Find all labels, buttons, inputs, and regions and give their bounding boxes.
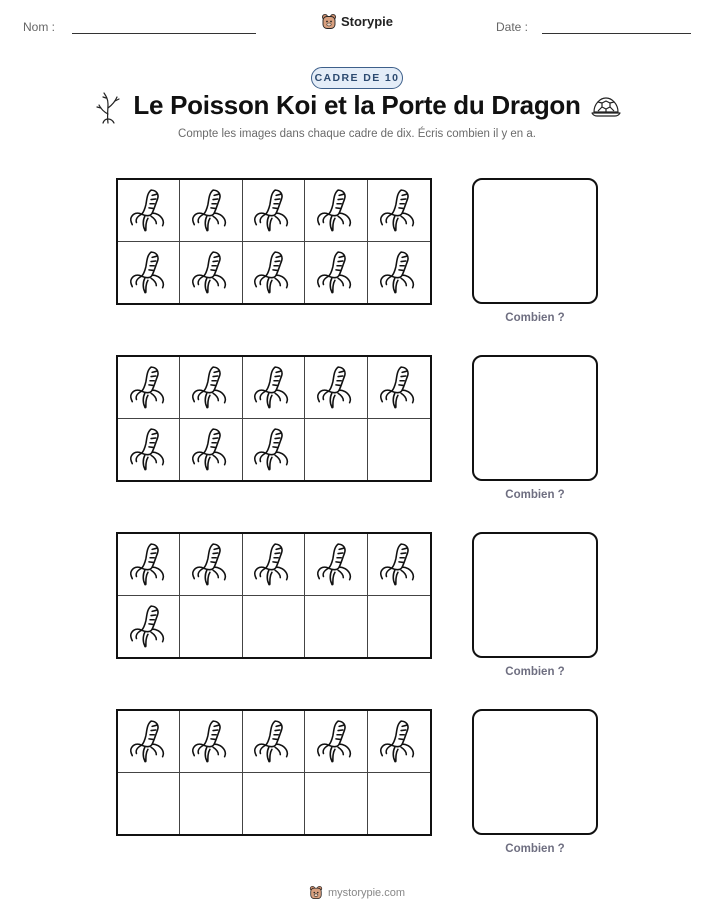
- ten-frame-cell: [180, 596, 242, 658]
- ten-frame-cell: [118, 242, 180, 304]
- ten-frame: [116, 178, 432, 305]
- footer: [0, 885, 714, 900]
- ten-frame-cell: [243, 596, 305, 658]
- answer-box[interactable]: [472, 532, 598, 658]
- ten-frame-cell: [305, 242, 367, 304]
- dragon-claw-icon: [190, 426, 232, 472]
- dragon-claw-icon: [128, 426, 170, 472]
- date-line[interactable]: [542, 33, 691, 34]
- dragon-claw-icon: [252, 541, 294, 587]
- name-line[interactable]: [72, 33, 256, 34]
- ten-frame-cell: [368, 357, 430, 419]
- worksheet-title: Le Poisson Koi et la Porte du Dragon: [133, 90, 581, 120]
- ten-frame-cell: [305, 357, 367, 419]
- ten-frame-cell: [243, 419, 305, 481]
- storypie-logo-icon: [309, 885, 323, 900]
- ten-frame-cell: [118, 773, 180, 835]
- ten-frame-cell: [243, 180, 305, 242]
- answer-box[interactable]: [472, 709, 598, 835]
- answer-box[interactable]: [472, 355, 598, 481]
- answer-label: Combien ?: [505, 489, 565, 501]
- ten-frame-cell: [180, 773, 242, 835]
- ten-frame-cell: [243, 773, 305, 835]
- ten-frame-cell: [368, 773, 430, 835]
- dragon-claw-icon: [315, 249, 357, 295]
- ten-frame-cell: [118, 596, 180, 658]
- dragon-claw-icon: [252, 426, 294, 472]
- ten-frame-cell: [243, 357, 305, 419]
- ten-frame-cell: [180, 242, 242, 304]
- ten-frame-cell: [368, 419, 430, 481]
- answer-label: Combien ?: [505, 666, 565, 678]
- ten-frame: [116, 532, 432, 659]
- answer-label: Combien ?: [505, 312, 565, 324]
- dragon-claw-icon: [378, 364, 420, 410]
- ten-frame-cell: [305, 419, 367, 481]
- dragon-claw-icon: [252, 718, 294, 764]
- ten-frame-cell: [180, 357, 242, 419]
- turtle-shell-icon: [591, 95, 621, 119]
- date-label: Date :: [496, 20, 529, 34]
- dragon-claw-icon: [128, 187, 170, 233]
- ten-frame-cell: [368, 180, 430, 242]
- storypie-logo-icon: [321, 13, 337, 30]
- ten-frame-cell: [118, 357, 180, 419]
- ten-frame-cell: [118, 711, 180, 773]
- ten-frame-cell: [368, 534, 430, 596]
- ten-frame-cell: [305, 596, 367, 658]
- answer-label: Combien ?: [505, 843, 565, 855]
- ten-frame: [116, 709, 432, 836]
- ten-frame-cell: [118, 534, 180, 596]
- dragon-claw-icon: [378, 187, 420, 233]
- dragon-claw-icon: [315, 541, 357, 587]
- dragon-claw-icon: [128, 249, 170, 295]
- dragon-claw-icon: [252, 187, 294, 233]
- ten-frame-cell: [368, 242, 430, 304]
- dragon-claw-icon: [378, 541, 420, 587]
- answer-box[interactable]: [472, 178, 598, 304]
- ten-frame-cell: [305, 773, 367, 835]
- name-label: Nom :: [23, 20, 56, 34]
- ten-frame-cell: [368, 711, 430, 773]
- dragon-claw-icon: [315, 718, 357, 764]
- dragon-claw-icon: [190, 249, 232, 295]
- ten-frame-cell: [305, 534, 367, 596]
- ten-frame-cell: [180, 180, 242, 242]
- ten-frame-cell: [180, 534, 242, 596]
- ten-frame-cell: [243, 242, 305, 304]
- dragon-claw-icon: [128, 603, 170, 649]
- dragon-claw-icon: [190, 187, 232, 233]
- dragon-claw-icon: [128, 364, 170, 410]
- ten-frame-cell: [118, 180, 180, 242]
- ten-frame-cell: [243, 711, 305, 773]
- footer-url[interactable]: mystorypie.com: [327, 886, 406, 899]
- dragon-claw-icon: [128, 718, 170, 764]
- worksheet-instructions: Compte les images dans chaque cadre de dix. Écris combien il y en a.: [178, 128, 536, 140]
- ten-frame-cell: [180, 419, 242, 481]
- ten-frame: [116, 355, 432, 482]
- brand-name: Storypie: [340, 14, 393, 29]
- dragon-claw-icon: [190, 364, 232, 410]
- dragon-claw-icon: [252, 364, 294, 410]
- ten-frame-cell: [368, 596, 430, 658]
- worksheet-type-badge: CADRE DE 10: [311, 67, 403, 89]
- ten-frame-cell: [180, 711, 242, 773]
- dragon-claw-icon: [378, 249, 420, 295]
- ten-frame-cell: [243, 534, 305, 596]
- dragon-claw-icon: [190, 541, 232, 587]
- dragon-claw-icon: [128, 541, 170, 587]
- ten-frame-cell: [118, 419, 180, 481]
- ten-frame-cell: [305, 711, 367, 773]
- dragon-claw-icon: [378, 718, 420, 764]
- dragon-claw-icon: [252, 249, 294, 295]
- brand: [0, 13, 714, 30]
- dragon-claw-icon: [315, 364, 357, 410]
- dragon-claw-icon: [190, 718, 232, 764]
- dragon-claw-icon: [315, 187, 357, 233]
- ten-frame-cell: [305, 180, 367, 242]
